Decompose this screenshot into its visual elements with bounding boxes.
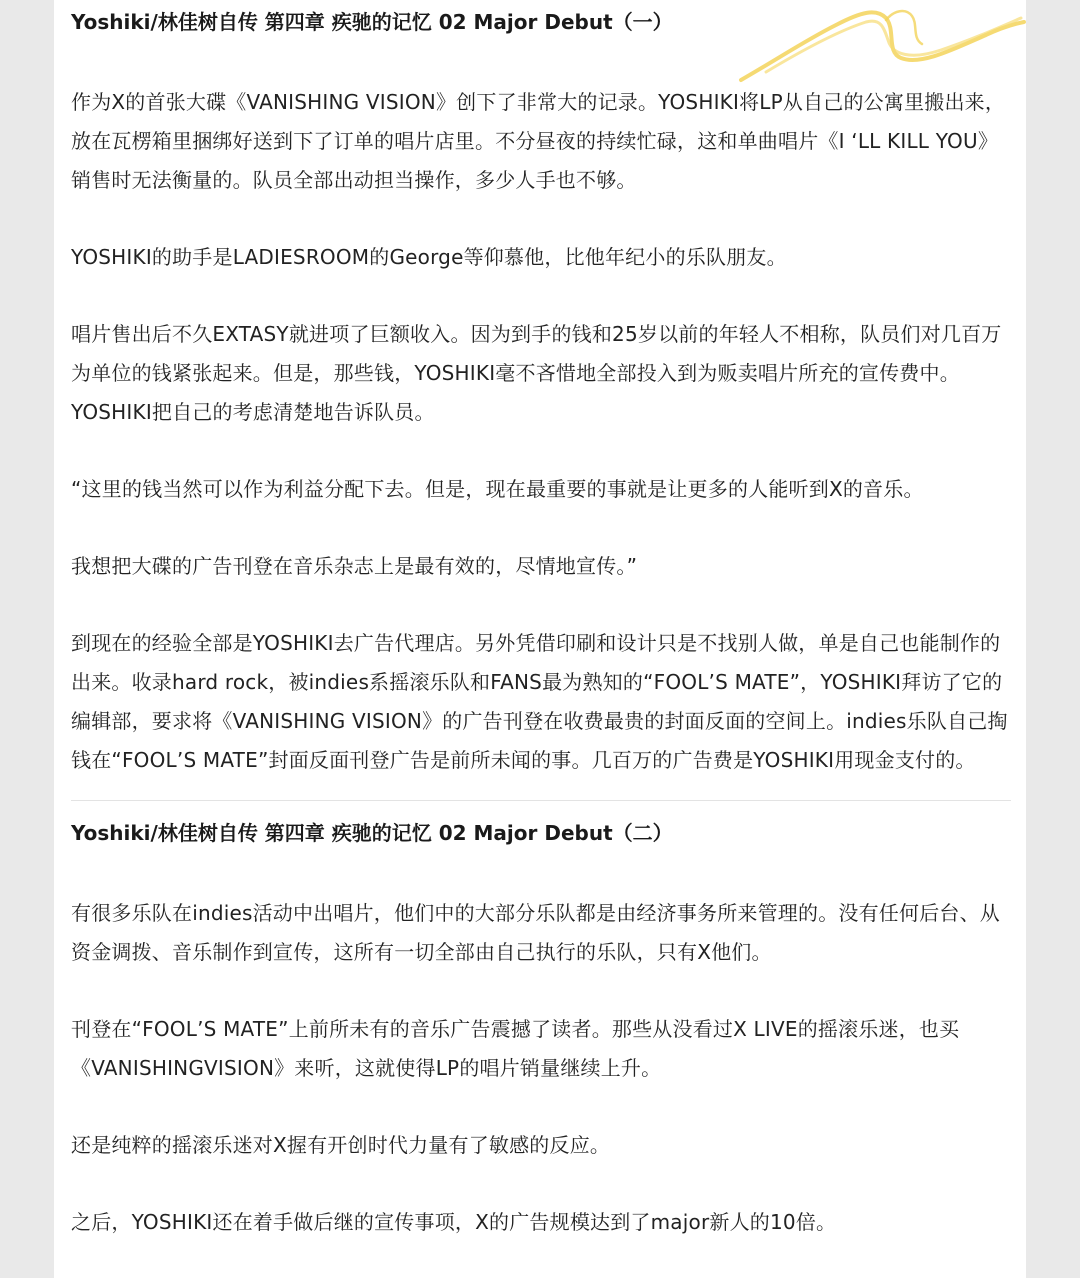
- paragraph: “这里的钱当然可以作为利益分配下去。但是，现在最重要的事就是让更多的人能听到X的音乐。: [71, 477, 924, 501]
- paragraph: 之后，YOSHIKI还在着手做后继的宣传事项，X的广告规模达到了major新人的10倍。: [71, 1210, 837, 1234]
- section-divider: [71, 800, 1011, 801]
- article-title-2: Yoshiki/林佳树自传 第四章 疾驰的记忆 02 Major Debut（二）: [71, 821, 673, 845]
- paragraph: 还是纯粹的摇滚乐迷对X握有开创时代力量有了敏感的反应。: [71, 1133, 611, 1157]
- paragraph: 刊登在“FOOL’S MATE”上前所未有的音乐广告震撼了读者。那些从没看过X LIVE的摇滚乐迷，也买《VANISHINGVISION》来听，这就使得LP的唱片销量继续上升。: [71, 1017, 960, 1080]
- paragraph: 唱片售出后不久EXTASY就进项了巨额收入。因为到手的钱和25岁以前的年轻人不相称，队员们对几百万为单位的钱紧张起来。但是，那些钱，YOSHIKI毫不吝惜地全部投入到为贩卖唱片所充的宣传费中。YOSHIKI把自己的考虑清楚地告诉队员。: [71, 322, 1002, 424]
- paragraph: 到现在的经验全部是YOSHIKI去广告代理店。另外凭借印刷和设计只是不找别人做，单是自己也能制作的出来。收录hard rock，被indies系摇滚乐队和FANS最为熟知的“FOOL’S MATE”，YOSHIKI拜访了它的编辑部，要求将《VANISHING VISION》的广告刊登在收费最贵的封面反面的空间上。indies乐队自己掏钱在“FOOL’S MATE”封面反面刊登广告是前所未闻的事。几百万的广告费是YOSHIKI用现金支付的。: [71, 631, 1008, 772]
- paragraph: 我想把大碟的广告刊登在音乐杂志上是最有效的，尽情地宣传。”: [71, 554, 638, 578]
- document-page: [54, 0, 1026, 1278]
- paragraph: 作为X的首张大碟《VANISHING VISION》创下了非常大的记录。YOSHIKI将LP从自己的公寓里搬出来，放在瓦楞箱里捆绑好送到下了订单的唱片店里。不分昼夜的持续忙碌，这和单曲唱片《I ‘LL KILL YOU》销售时无法衡量的。队员全部出动担当操作，多少人手也不够。: [71, 90, 1006, 192]
- article-content: [71, 0, 1011, 1242]
- paragraph: 有很多乐队在indies活动中出唱片，他们中的大部分乐队都是由经济事务所来管理的。没有任何后台、从资金调拨、音乐制作到宣传，这所有一切全部由自己执行的乐队，只有X他们。: [71, 901, 1001, 964]
- article-title-1: Yoshiki/林佳树自传 第四章 疾驰的记忆 02 Major Debut（一）: [71, 10, 673, 34]
- paragraph: YOSHIKI的助手是LADIESROOM的George等仰慕他，比他年纪小的乐队朋友。: [71, 245, 787, 269]
